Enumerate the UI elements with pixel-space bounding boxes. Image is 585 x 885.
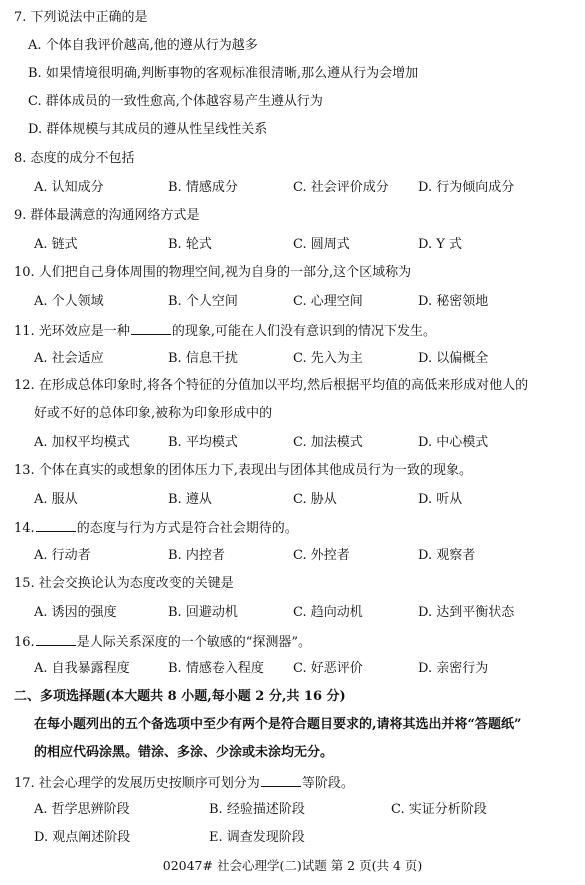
question-16-number: 16. [14,635,35,650]
question-9-option-c: C. 圆周式 [293,237,350,252]
question-17-stem [14,774,354,792]
question-16-option-d: D. 亲密行为 [418,661,489,676]
answer-blank [36,633,76,646]
question-17-option-b: B. 经验描述阶段 [209,802,305,817]
question-15-option-a: A. 诱因的强度 [34,605,117,620]
question-10-option-a: A. 个人领域 [34,294,104,309]
question-8-option-d: D. 行为倾向成分 [418,180,515,195]
question-13-option-b: B. 遵从 [168,492,212,507]
question-14-option-b: B. 内控者 [168,548,225,563]
question-12-option-a: A. 加权平均模式 [34,435,130,450]
question-7-option-d: D. 群体规模与其成员的遵从性呈线性关系 [28,122,268,137]
question-11-option-b: B. 信息干扰 [168,351,238,366]
question-17-stem-end: 等阶段。 [301,776,354,791]
question-8-option-a: A. 认知成分 [34,180,104,195]
question-9-option-b: B. 轮式 [168,237,212,252]
question-14-option-d: D. 观察者 [418,548,476,563]
question-11-stem [14,322,436,340]
question-9-option-d: D. Y 式 [418,237,462,252]
section-2-instruction-continued: 的相应代码涂黑。错涂、多涂、少涂或未涂均无分。 [34,745,334,760]
question-13-option-a: A. 服从 [34,492,78,507]
question-10-option-b: B. 个人空间 [168,294,238,309]
section-2-instruction: 在每小题列出的五个备选项中至少有两个是符合题目要求的,请将其选出并将“答题纸” [34,717,522,732]
answer-blank [261,774,301,787]
question-11-option-d: D. 以偏概全 [418,351,489,366]
answer-blank [131,322,171,335]
question-13-option-c: C. 胁从 [293,492,337,507]
question-15-option-c: C. 趋向动机 [293,605,363,620]
question-16-stem [14,633,311,651]
question-14-number: 14. [14,521,35,536]
question-13-option-d: D. 听从 [418,492,463,507]
question-8-option-c: C. 社会评价成分 [293,180,389,195]
question-8-option-b: B. 情感成分 [168,180,238,195]
question-13-stem: 13. 个体在真实的或想象的团体压力下,表现出与团体其他成员行为一致的现象。 [14,463,472,478]
question-12-stem: 12. 在形成总体印象时,将各个特征的分值加以平均,然后根据平均值的高低来形成对他人的 [14,378,529,393]
question-11-option-a: A. 社会适应 [34,351,104,366]
question-10-option-d: D. 秘密领地 [418,294,489,309]
question-7-option-b: B. 如果情境很明确,判断事物的客观标准很清晰,那么遵从行为会增加 [28,66,419,81]
question-7-option-c: C. 群体成员的一致性愈高,个体越容易产生遵从行为 [28,94,323,109]
answer-blank [36,519,76,532]
page-footer: 02047# 社会心理学(二)试题 第 2 页(共 4 页) [162,858,423,873]
question-12-option-b: B. 平均模式 [168,435,238,450]
section-2-title: 二、多项选择题(本大题共 8 小题,每小题 2 分,共 16 分) [14,689,346,704]
question-16-option-b: B. 情感卷入程度 [168,661,264,676]
question-17-option-e: E. 调查发现阶段 [209,830,305,845]
question-17-option-a: A. 哲学思辨阶段 [34,802,130,817]
question-14-stem-end: 的态度与行为方式是符合社会期待的。 [76,521,298,536]
question-15-stem: 15. 社会交换论认为态度改变的关键是 [14,576,234,591]
question-10-stem: 10. 人们把自己身体周围的物理空间,视为自身的一部分,这个区域称为 [14,265,412,280]
question-16-option-c: C. 好恶评价 [293,661,363,676]
question-16-option-a: A. 自我暴露程度 [34,661,130,676]
question-16-stem-end: 是人际关系深度的一个敏感的“探测器”。 [76,635,311,650]
question-11-stem-start: 11. 光环效应是一种 [14,324,130,339]
question-11-stem-end: 的现象,可能在人们没有意识到的情况下发生。 [171,324,436,339]
question-12-option-c: C. 加法模式 [293,435,363,450]
question-15-option-b: B. 回避动机 [168,605,238,620]
question-7-stem: 7. 下列说法中正确的是 [14,10,148,25]
question-9-stem: 9. 群体最满意的沟通网络方式是 [14,208,200,223]
question-14-stem [14,519,298,537]
question-15-option-d: D. 达到平衡状态 [418,605,515,620]
question-12-stem-continued: 好或不好的总体印象,被称为印象形成中的 [34,406,273,421]
question-12-option-d: D. 中心模式 [418,435,489,450]
question-17-stem-start: 17. 社会心理学的发展历史按顺序可划分为 [14,776,260,791]
question-8-stem: 8. 态度的成分不包括 [14,151,135,166]
question-10-option-c: C. 心理空间 [293,294,363,309]
question-14-option-a: A. 行动者 [34,548,91,563]
question-17-option-d: D. 观点阐述阶段 [34,830,131,845]
question-14-option-c: C. 外控者 [293,548,350,563]
question-11-option-c: C. 先入为主 [293,351,363,366]
question-9-option-a: A. 链式 [34,237,78,252]
question-17-option-c: C. 实证分析阶段 [391,802,487,817]
question-7-option-a: A. 个体自我评价越高,他的遵从行为越多 [28,38,258,53]
